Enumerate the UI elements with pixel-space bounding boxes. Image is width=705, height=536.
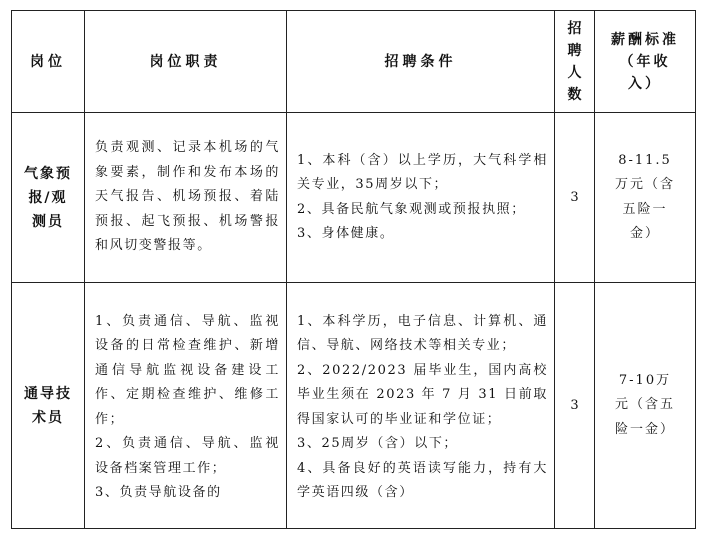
header-headcount: 招聘人数 (555, 11, 595, 113)
table-row (12, 113, 696, 283)
duties-cell: 1、负责通信、导航、监视设备的日常检查维护、新增通信导航监视设备建设工作、定期检查维护、维修工作； 2、负责通信、导航、监视设备档案管理工作； 3、负责导航设备的 (85, 283, 287, 529)
header-salary: 薪酬标准（年收入） (595, 11, 696, 113)
headcount-cell: 3 (555, 113, 595, 283)
table-row (12, 283, 696, 529)
header-position: 岗位 (12, 11, 85, 113)
position-cell: 通导技术员 (12, 283, 85, 529)
header-row (12, 11, 696, 113)
header-duties: 岗位职责 (85, 11, 287, 113)
salary-cell: 7-10万元（含五险一金） (595, 283, 696, 529)
header-requirements: 招聘条件 (287, 11, 555, 113)
salary-cell: 8-11.5万元（含五险一金） (595, 113, 696, 283)
requirements-cell: 1、本科（含）以上学历，大气科学相关专业，35周岁以下； 2、具备民航气象观测或预报执照； 3、身体健康。 (287, 113, 555, 283)
recruitment-table (11, 10, 696, 529)
headcount-cell: 3 (555, 283, 595, 529)
requirements-cell: 1、本科学历，电子信息、计算机、通信、导航、网络技术等相关专业； 2、2022/2023 届毕业生，国内高校毕业生须在 2023 年 7 月 31 日前取得国家认可的毕业证和学位证； 3、25周岁（含）以下； 4、具备良好的英语读写能力，持有大学英语四级（含） (287, 283, 555, 529)
duties-cell: 负责观测、记录本机场的气象要素，制作和发布本场的天气报告、机场预报、着陆预报、起飞预报、机场警报和风切变警报等。 (85, 113, 287, 283)
position-cell: 气象预报/观测员 (12, 113, 85, 283)
